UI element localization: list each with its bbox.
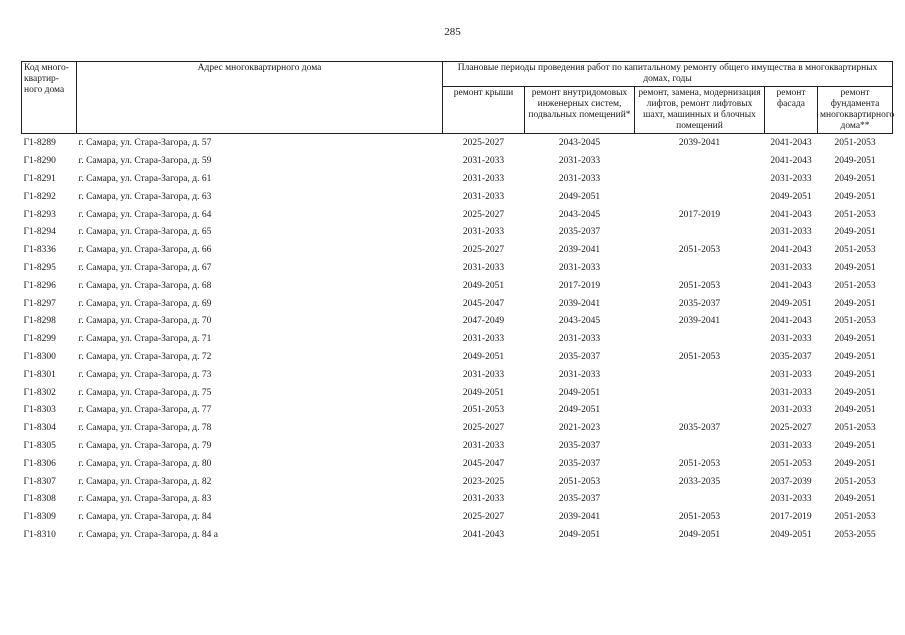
cell-address: г. Самара, ул. Стара-Загора, д. 70 <box>78 316 212 327</box>
table-row <box>22 295 893 313</box>
cell-foundation: 2051-2053 <box>834 476 876 487</box>
cell-systems: 2035-2037 <box>558 494 601 505</box>
cell-code: Г1-8305 <box>23 440 56 451</box>
cell-foundation: 2049-2051 <box>834 173 876 184</box>
cell-systems: 2035-2037 <box>558 227 601 238</box>
table-row <box>22 473 893 491</box>
cell-roof: 2031-2033 <box>462 334 505 345</box>
cell-roof: 2031-2033 <box>462 156 505 167</box>
cell-foundation: 2051-2053 <box>834 423 876 434</box>
header-lifts: ремонт, замена, модернизация лифтов, ремонт лифтовых шахт, машинных и блочных помещений <box>635 87 765 134</box>
cell-lifts: 2035-2037 <box>678 423 721 434</box>
table-row <box>22 277 893 295</box>
cell-roof: 2049-2051 <box>462 351 505 362</box>
table-row <box>22 331 893 349</box>
table-row <box>22 313 893 331</box>
cell-address: г. Самара, ул. Стара-Загора, д. 84 а <box>78 529 218 540</box>
cell-code: Г1-8297 <box>23 298 56 309</box>
table-row <box>22 224 893 242</box>
cell-lifts <box>635 402 765 420</box>
cell-roof: 2045-2047 <box>462 458 505 469</box>
cell-code: Г1-8293 <box>23 209 56 220</box>
cell-code: Г1-8336 <box>23 245 56 256</box>
header-roof: ремонт крыши <box>443 87 525 134</box>
cell-lifts: 2051-2053 <box>678 458 721 469</box>
cell-code: Г1-8298 <box>23 316 56 327</box>
cell-facade: 2041-2043 <box>770 209 812 220</box>
cell-code: Г1-8299 <box>23 334 56 345</box>
cell-facade: 2031-2033 <box>770 387 812 398</box>
cell-roof: 2031-2033 <box>462 227 505 238</box>
cell-systems: 2043-2045 <box>558 209 601 220</box>
cell-lifts <box>635 260 765 278</box>
header-address: Адрес многоквартирного дома <box>77 62 443 134</box>
cell-code: Г1-8289 <box>23 138 56 149</box>
cell-lifts <box>635 171 765 189</box>
cell-code: Г1-8291 <box>23 173 56 184</box>
cell-lifts: 2049-2051 <box>678 529 721 540</box>
cell-foundation: 2049-2051 <box>834 405 876 416</box>
cell-foundation: 2049-2051 <box>834 387 876 398</box>
cell-address: г. Самара, ул. Стара-Загора, д. 57 <box>78 138 212 149</box>
cell-facade: 2049-2051 <box>770 298 812 309</box>
cell-code: Г1-8302 <box>23 387 56 398</box>
header-systems: ремонт внутридомовых инженерных систем, подвальных помещений* <box>525 87 635 134</box>
cell-roof: 2041-2043 <box>462 529 505 540</box>
cell-lifts: 2051-2053 <box>678 512 721 523</box>
table-row <box>22 171 893 189</box>
cell-roof: 2049-2051 <box>462 387 505 398</box>
cell-address: г. Самара, ул. Стара-Загора, д. 69 <box>78 298 212 309</box>
cell-facade: 2031-2033 <box>770 334 812 345</box>
table-row <box>22 402 893 420</box>
cell-systems: 2049-2051 <box>558 191 601 202</box>
cell-roof: 2025-2027 <box>462 423 505 434</box>
cell-systems: 2035-2037 <box>558 440 601 451</box>
cell-lifts: 2017-2019 <box>678 209 721 220</box>
cell-foundation: 2051-2053 <box>834 245 876 256</box>
cell-systems: 2051-2053 <box>558 476 601 487</box>
cell-facade: 2049-2051 <box>770 529 812 540</box>
cell-foundation: 2049-2051 <box>834 334 876 345</box>
header-facade: ремонт фасада <box>765 87 818 134</box>
cell-code: Г1-8290 <box>23 156 56 167</box>
cell-address: г. Самара, ул. Стара-Загора, д. 61 <box>78 173 212 184</box>
header-foundation: ремонт фундамента многоквартирного дома** <box>818 87 893 134</box>
cell-address: г. Самара, ул. Стара-Загора, д. 84 <box>78 512 212 523</box>
cell-systems: 2043-2045 <box>558 138 601 149</box>
cell-address: г. Самара, ул. Стара-Загора, д. 64 <box>78 209 212 220</box>
cell-foundation: 2053-2055 <box>834 529 876 540</box>
cell-systems: 2031-2033 <box>558 369 601 380</box>
cell-code: Г1-8292 <box>23 191 56 202</box>
cell-roof: 2025-2027 <box>462 245 505 256</box>
cell-roof: 2047-2049 <box>462 316 505 327</box>
cell-systems: 2035-2037 <box>558 351 601 362</box>
cell-code: Г1-8308 <box>23 494 56 505</box>
cell-address: г. Самара, ул. Стара-Загора, д. 71 <box>78 334 212 345</box>
cell-roof: 2031-2033 <box>462 369 505 380</box>
table-row <box>22 491 893 509</box>
cell-facade: 2031-2033 <box>770 369 812 380</box>
cell-systems: 2031-2033 <box>558 334 601 345</box>
table-header <box>22 62 893 134</box>
cell-facade: 2051-2053 <box>770 458 812 469</box>
table-row <box>22 134 893 153</box>
cell-lifts <box>635 491 765 509</box>
cell-facade: 2041-2043 <box>770 138 812 149</box>
cell-facade: 2049-2051 <box>770 191 812 202</box>
cell-lifts: 2039-2041 <box>678 138 721 149</box>
cell-lifts: 2033-2035 <box>678 476 721 487</box>
cell-code: Г1-8306 <box>23 458 56 469</box>
cell-facade: 2041-2043 <box>770 280 812 291</box>
cell-roof: 2031-2033 <box>462 173 505 184</box>
table-row <box>22 384 893 402</box>
capital-repair-schedule-table <box>21 61 893 544</box>
cell-systems: 2039-2041 <box>558 245 601 256</box>
table-row <box>22 188 893 206</box>
cell-address: г. Самара, ул. Стара-Загора, д. 82 <box>78 476 212 487</box>
cell-code: Г1-8294 <box>23 227 56 238</box>
cell-lifts <box>635 438 765 456</box>
cell-code: Г1-8307 <box>23 476 56 487</box>
cell-systems: 2031-2033 <box>558 156 601 167</box>
cell-address: г. Самара, ул. Стара-Загора, д. 66 <box>78 245 212 256</box>
cell-address: г. Самара, ул. Стара-Загора, д. 79 <box>78 440 212 451</box>
cell-facade: 2031-2033 <box>770 173 812 184</box>
cell-roof: 2031-2033 <box>462 494 505 505</box>
cell-facade: 2035-2037 <box>770 351 812 362</box>
cell-systems: 2043-2045 <box>558 316 601 327</box>
cell-foundation: 2049-2051 <box>834 191 876 202</box>
cell-roof: 2031-2033 <box>462 440 505 451</box>
cell-roof: 2025-2027 <box>462 512 505 523</box>
cell-facade: 2031-2033 <box>770 440 812 451</box>
table-row <box>22 206 893 224</box>
cell-foundation: 2051-2053 <box>834 280 876 291</box>
cell-roof: 2051-2053 <box>462 405 505 416</box>
cell-lifts: 2039-2041 <box>678 316 721 327</box>
table-row <box>22 509 893 527</box>
cell-foundation: 2051-2053 <box>834 316 876 327</box>
cell-foundation: 2051-2053 <box>834 138 876 149</box>
cell-systems: 2031-2033 <box>558 262 601 273</box>
table-row <box>22 366 893 384</box>
cell-facade: 2031-2033 <box>770 227 812 238</box>
table-row <box>22 242 893 260</box>
cell-lifts: 2051-2053 <box>678 351 721 362</box>
table-row <box>22 455 893 473</box>
cell-address: г. Самара, ул. Стара-Загора, д. 65 <box>78 227 212 238</box>
cell-facade: 2041-2043 <box>770 156 812 167</box>
cell-foundation: 2049-2051 <box>834 156 876 167</box>
cell-code: Г1-8300 <box>23 351 56 362</box>
cell-address: г. Самара, ул. Стара-Загора, д. 72 <box>78 351 212 362</box>
cell-lifts <box>635 366 765 384</box>
cell-facade: 2017-2019 <box>770 512 812 523</box>
cell-foundation: 2049-2051 <box>834 369 876 380</box>
cell-facade: 2031-2033 <box>770 494 812 505</box>
table-body <box>22 134 893 545</box>
cell-code: Г1-8296 <box>23 280 56 291</box>
cell-lifts <box>635 224 765 242</box>
cell-foundation: 2049-2051 <box>834 227 876 238</box>
table-row <box>22 349 893 367</box>
cell-code: Г1-8295 <box>23 262 56 273</box>
cell-systems: 2039-2041 <box>558 512 601 523</box>
cell-systems: 2049-2051 <box>558 405 601 416</box>
cell-facade: 2031-2033 <box>770 405 812 416</box>
cell-foundation: 2051-2053 <box>834 209 876 220</box>
header-periods: Плановые периоды проведения работ по капитальному ремонту общего имущества в многоквартирных домах, годы <box>443 62 893 87</box>
cell-address: г. Самара, ул. Стара-Загора, д. 83 <box>78 494 212 505</box>
cell-systems: 2049-2051 <box>558 529 601 540</box>
cell-address: г. Самара, ул. Стара-Загора, д. 63 <box>78 191 212 202</box>
table-row <box>22 438 893 456</box>
cell-roof: 2025-2027 <box>462 138 505 149</box>
cell-code: Г1-8309 <box>23 512 56 523</box>
cell-systems: 2035-2037 <box>558 458 601 469</box>
cell-code: Г1-8303 <box>23 405 56 416</box>
cell-foundation: 2049-2051 <box>834 494 876 505</box>
cell-code: Г1-8304 <box>23 423 56 434</box>
cell-code: Г1-8310 <box>23 529 56 540</box>
cell-roof: 2031-2033 <box>462 262 505 273</box>
cell-foundation: 2049-2051 <box>834 440 876 451</box>
cell-lifts: 2051-2053 <box>678 245 721 256</box>
cell-facade: 2025-2027 <box>770 423 812 434</box>
cell-foundation: 2049-2051 <box>834 351 876 362</box>
cell-systems: 2017-2019 <box>558 280 601 291</box>
cell-foundation: 2049-2051 <box>834 298 876 309</box>
cell-systems: 2031-2033 <box>558 173 601 184</box>
cell-systems: 2039-2041 <box>558 298 601 309</box>
table-row <box>22 260 893 278</box>
cell-address: г. Самара, ул. Стара-Загора, д. 68 <box>78 280 212 291</box>
table-row <box>22 153 893 171</box>
page-number: 285 <box>444 26 461 38</box>
cell-address: г. Самара, ул. Стара-Загора, д. 75 <box>78 387 212 398</box>
cell-roof: 2049-2051 <box>462 280 505 291</box>
cell-address: г. Самара, ул. Стара-Загора, д. 67 <box>78 262 212 273</box>
cell-address: г. Самара, ул. Стара-Загора, д. 80 <box>78 458 212 469</box>
cell-facade: 2041-2043 <box>770 245 812 256</box>
cell-systems: 2049-2051 <box>558 387 601 398</box>
cell-lifts <box>635 153 765 171</box>
cell-lifts: 2051-2053 <box>678 280 721 291</box>
cell-facade: 2031-2033 <box>770 262 812 273</box>
cell-address: г. Самара, ул. Стара-Загора, д. 59 <box>78 156 212 167</box>
table-row <box>22 420 893 438</box>
cell-address: г. Самара, ул. Стара-Загора, д. 77 <box>78 405 212 416</box>
table-row <box>22 527 893 545</box>
cell-lifts <box>635 384 765 402</box>
cell-foundation: 2049-2051 <box>834 458 876 469</box>
cell-roof: 2045-2047 <box>462 298 505 309</box>
cell-facade: 2041-2043 <box>770 316 812 327</box>
cell-address: г. Самара, ул. Стара-Загора, д. 73 <box>78 369 212 380</box>
cell-roof: 2031-2033 <box>462 191 505 202</box>
cell-address: г. Самара, ул. Стара-Загора, д. 78 <box>78 423 212 434</box>
cell-code: Г1-8301 <box>23 369 56 380</box>
cell-facade: 2037-2039 <box>770 476 812 487</box>
cell-lifts <box>635 188 765 206</box>
cell-roof: 2025-2027 <box>462 209 505 220</box>
cell-roof: 2023-2025 <box>462 476 505 487</box>
cell-foundation: 2049-2051 <box>834 262 876 273</box>
cell-lifts: 2035-2037 <box>678 298 721 309</box>
cell-lifts <box>635 331 765 349</box>
cell-foundation: 2051-2053 <box>834 512 876 523</box>
cell-systems: 2021-2023 <box>558 423 601 434</box>
header-code: Код много-квартир-ного дома <box>22 62 77 134</box>
